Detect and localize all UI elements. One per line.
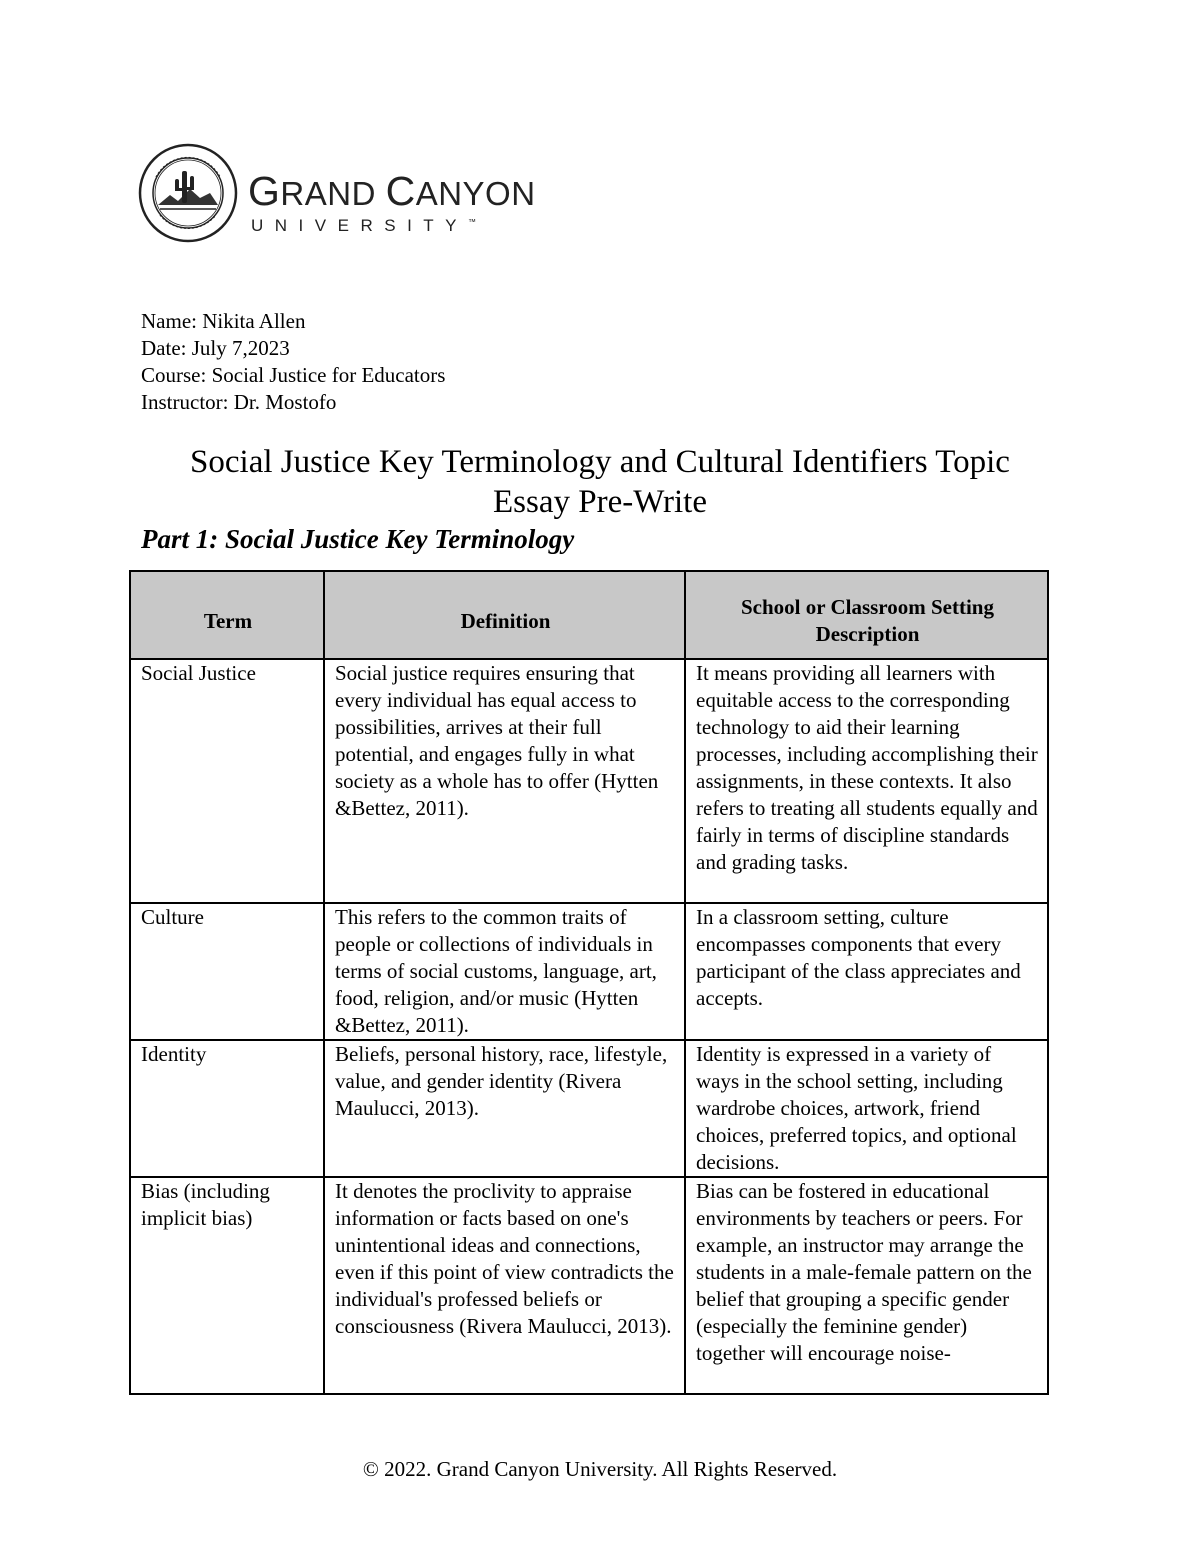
description-cell: It means providing all learners with equitable access to the corresponding technology to aid their learning processes, including accomplishing their assignments, in these contexts. It also refers to treating all students equally and fairly in terms of discipline standards and grading tasks. <box>685 659 1048 903</box>
course-name: Course: Social Justice for Educators <box>141 363 446 387</box>
part-heading: Part 1: Social Justice Key Terminology <box>141 524 575 554</box>
copyright-footer: © 2022. Grand Canyon University. All Rights Reserved. <box>362 1457 838 1481</box>
student-info <box>141 308 445 416</box>
definition-cell: It denotes the proclivity to appraise information or facts based on one's unintentional ideas and connections, even if this point of view contradicts the individual's professed beliefs or consciousness (Rivera Maulucci, 2013). <box>324 1177 685 1394</box>
table-header-row <box>130 571 1048 659</box>
logo-wordmark: GRAND CANYON <box>248 168 536 214</box>
description-cell: Identity is expressed in a variety of ways in the school setting, including wardrobe choices, artwork, friend choices, preferred topics, and optional decisions. <box>685 1040 1048 1177</box>
university-seal-icon <box>138 143 238 243</box>
title-line-2: Essay Pre-Write <box>492 484 708 520</box>
definition-cell: Social justice requires ensuring that every individual has equal access to possibilities, arrives at their full potential, and engages fully in what society as a whole has to offer (Hytten &Bettez, 2011). <box>324 659 685 903</box>
term-cell: Bias (including implicit bias) <box>130 1177 324 1394</box>
terminology-table <box>129 570 1049 1395</box>
table-row <box>130 1040 1048 1177</box>
term-cell: Social Justice <box>130 659 324 903</box>
definition-cell: This refers to the common traits of people or collections of individuals in terms of social customs, language, art, food, religion, and/or music (Hytten &Bettez, 2011). <box>324 903 685 1040</box>
logo-subtitle: UNIVERSITY™ <box>251 216 477 235</box>
term-cell: Culture <box>130 903 324 1040</box>
table-row <box>130 903 1048 1040</box>
title-line-1: Social Justice Key Terminology and Cultural Identifiers Topic <box>190 444 1010 480</box>
definition-cell: Beliefs, personal history, race, lifestyle, value, and gender identity (Rivera Maulucci, 2013). <box>324 1040 685 1177</box>
document-title <box>120 442 1080 522</box>
term-cell: Identity <box>130 1040 324 1177</box>
student-name: Name: Nikita Allen <box>141 309 306 333</box>
description-cell: Bias can be fostered in educational environments by teachers or peers. For example, an instructor may arrange the students in a male-female pattern on the belief that grouping a specific gender (especially the feminine gender) together will encourage noise- <box>685 1177 1048 1394</box>
submission-date: Date: July 7,2023 <box>141 336 290 360</box>
description-cell: In a classroom setting, culture encompasses components that every participant of the class appreciates and accepts. <box>685 903 1048 1040</box>
instructor-name: Instructor: Dr. Mostofo <box>141 390 337 414</box>
header-term: Term <box>130 571 324 659</box>
table-row <box>130 659 1048 903</box>
header-definition: Definition <box>324 571 685 659</box>
university-logo <box>138 143 588 243</box>
header-description: School or Classroom Setting Description <box>685 571 1048 659</box>
table-row <box>130 1177 1048 1394</box>
